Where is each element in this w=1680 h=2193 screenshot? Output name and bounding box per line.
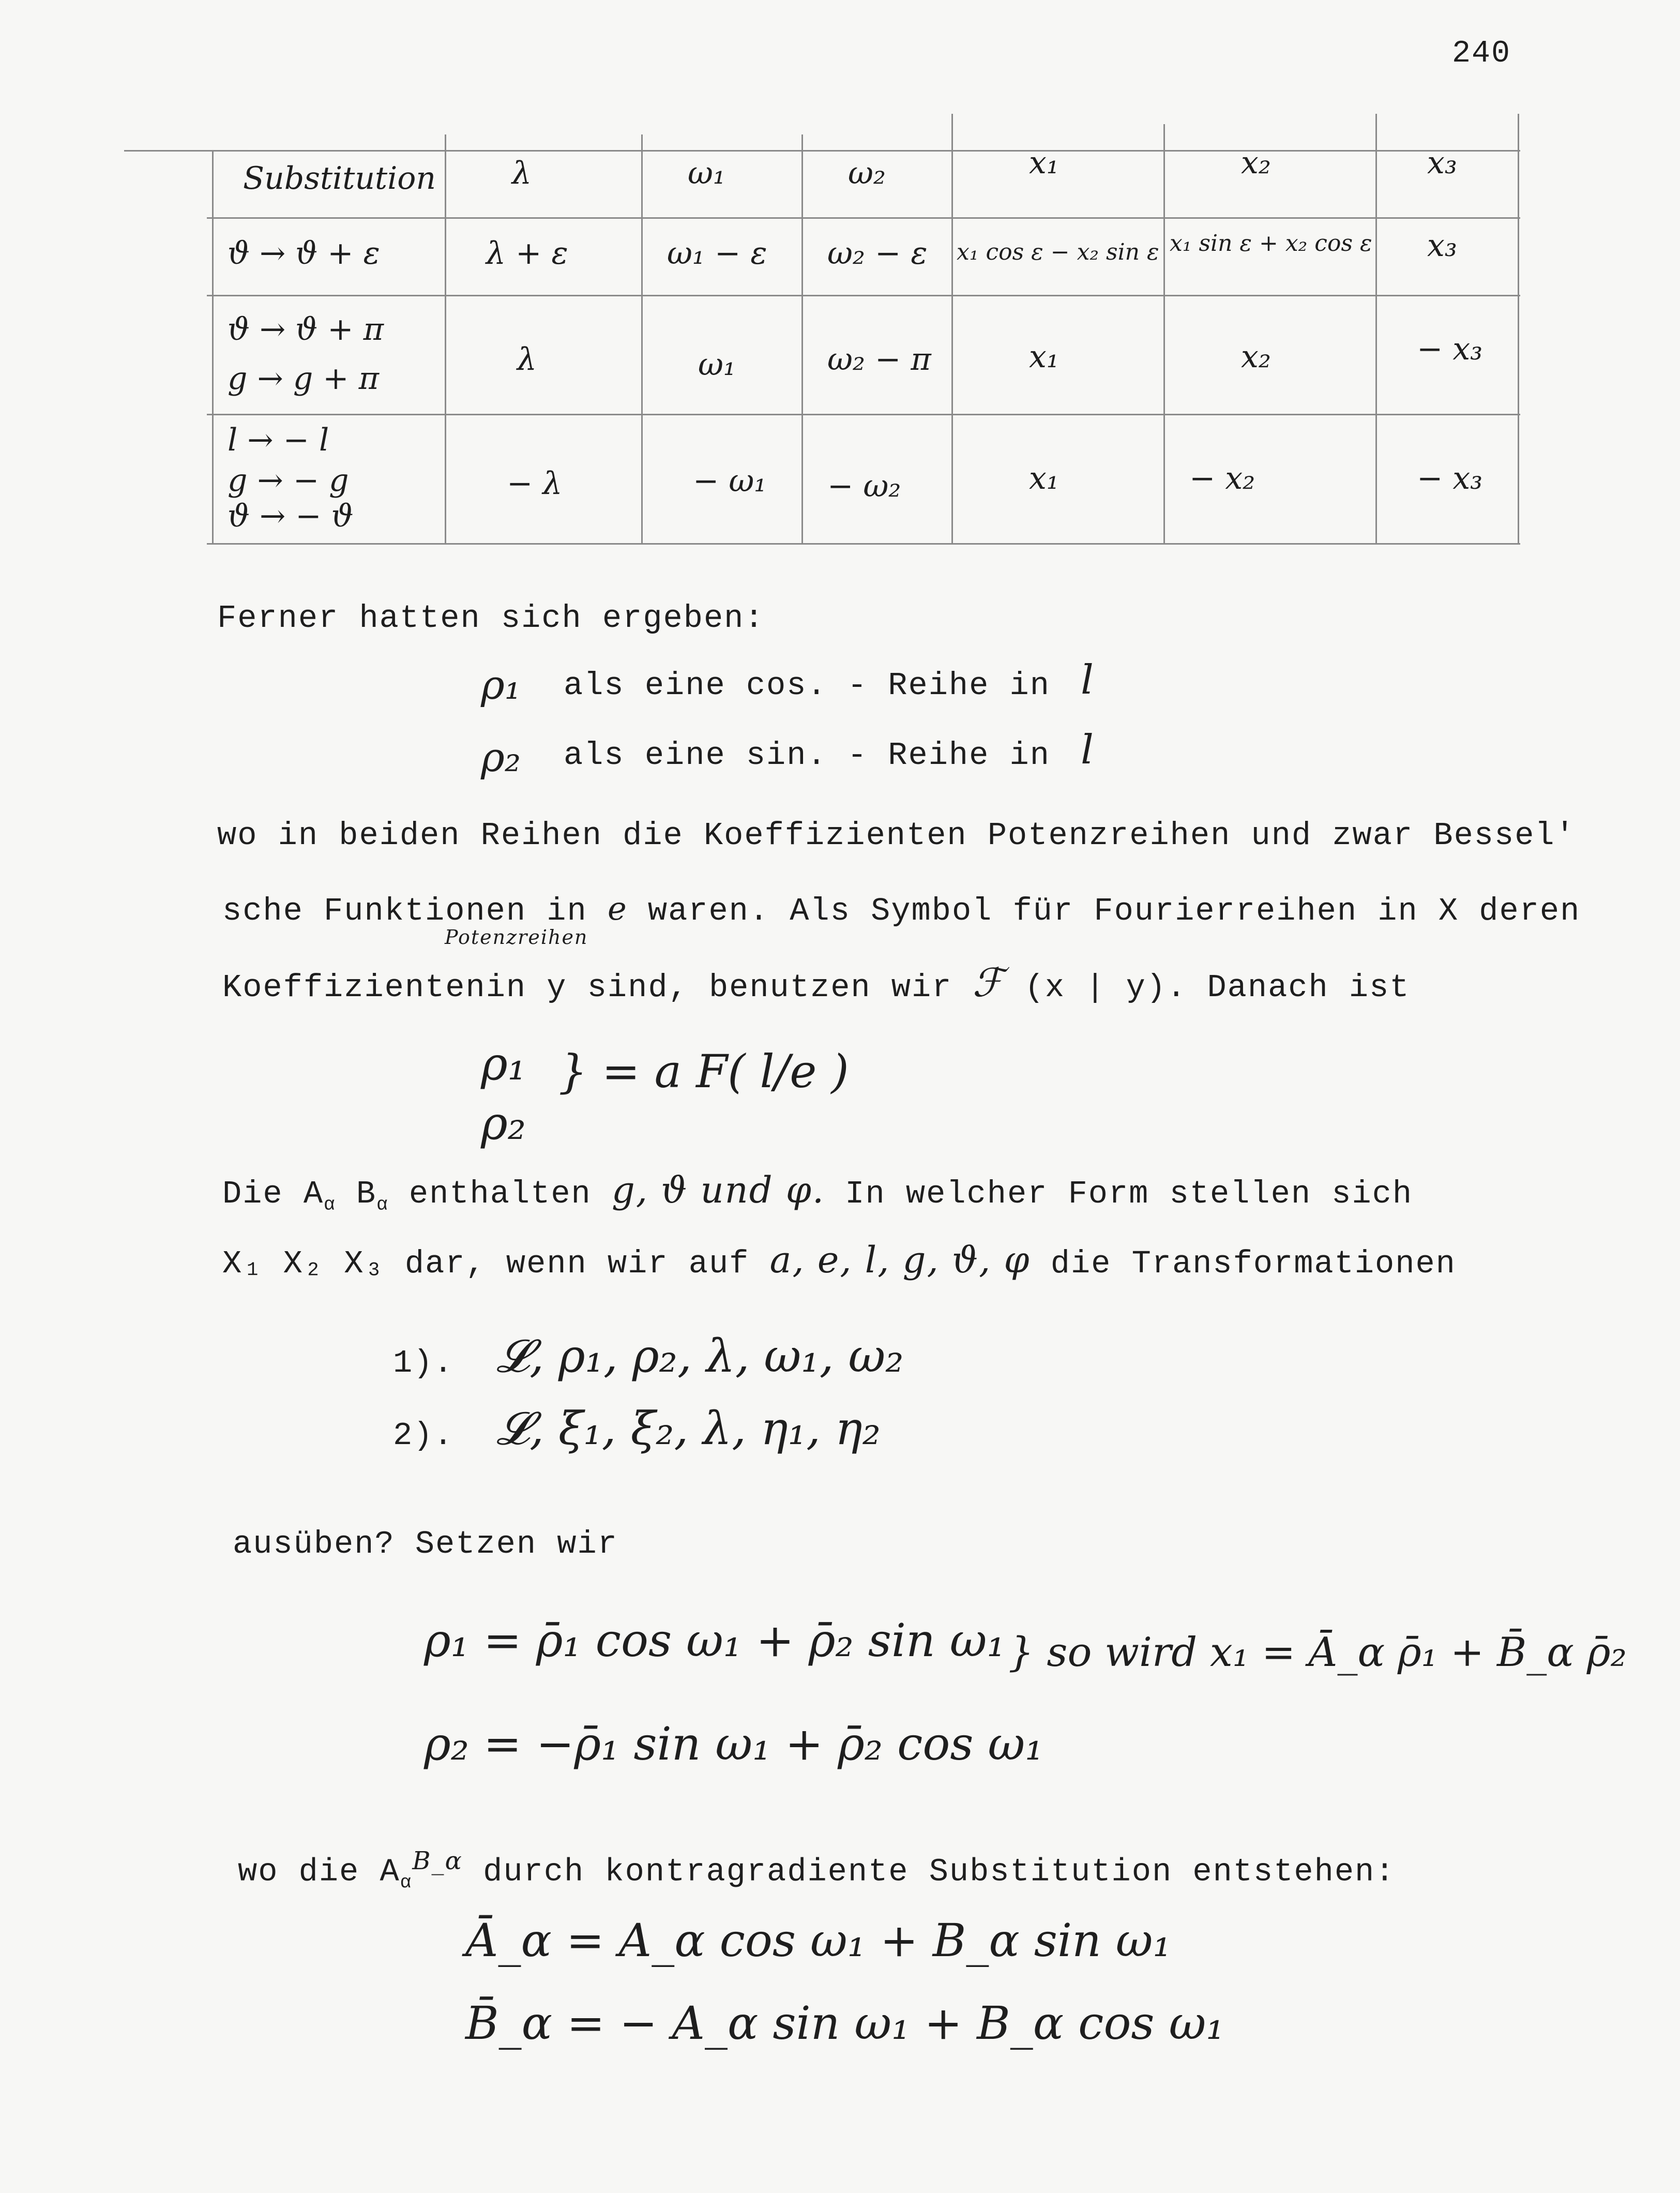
table-column-rule (1163, 124, 1165, 543)
text-rho1-series: als eine cos. - Reihe in (564, 667, 1050, 704)
table-header-cell: ω₂ (848, 155, 886, 191)
text-span: die Transformationen (1050, 1245, 1456, 1282)
table-cell: ω₁ − ε (667, 235, 767, 272)
substitution-line: ϑ → − ϑ (228, 498, 354, 534)
math-fourier-symbol: ℱ (972, 959, 1005, 1005)
text-line: ausüben? Setzen wir (233, 1526, 618, 1563)
table-cell: ω₁ (698, 347, 736, 383)
math-transformation-2: 𝓛, ξ₁, ξ₂, λ, η₁, η₂ (496, 1402, 881, 1455)
table-top-rule (124, 150, 1520, 152)
math-rho2: ρ₂ (481, 734, 521, 781)
handwritten-variables: g, ϑ und φ. (611, 1169, 825, 1211)
table-cell: ω₂ − ε (827, 235, 928, 272)
table-header-cell: λ (512, 155, 532, 191)
table-header-cell: x₃ (1427, 145, 1457, 181)
text-span: Die A (222, 1176, 324, 1212)
handwritten-variables: a, e, l, g, ϑ, φ (769, 1239, 1031, 1281)
math-contragradient-eq2: B̄_α = − A_α sin ω₁ + B_α cos ω₁ (465, 1996, 1224, 2050)
table-header-cell: ω₁ (688, 155, 725, 191)
table-cell: − λ (507, 465, 563, 502)
table-column-rule (641, 134, 643, 543)
table-row-substitution: ϑ → ϑ + ε (228, 235, 380, 272)
math-rho1: ρ₁ (481, 662, 521, 709)
math-l-variable: l (1081, 657, 1094, 703)
table-column-rule (1375, 114, 1377, 543)
text-span: waren. Als Symbol für Fourierreihen in X deren (647, 893, 1581, 929)
text-line (222, 1169, 1413, 1215)
table-header-cell: x₂ (1241, 145, 1271, 181)
table-cell: x₂ (1241, 339, 1271, 375)
table-cell: λ + ε (486, 235, 568, 272)
table-cell: x₃ (1427, 228, 1457, 264)
list-label: 1). (393, 1345, 454, 1381)
substitution-line: g → g + π (228, 361, 380, 397)
text-span: Koeffizienten (222, 969, 486, 1006)
math-rho1: ρ₁ (481, 1037, 526, 1090)
math-substitution-eq2: ρ₂ = −ρ̄₁ sin ω₁ + ρ̄₂ cos ω₁ (424, 1717, 1043, 1770)
text-line-ferner: Ferner hatten sich ergeben: (217, 600, 765, 637)
math-transformation-1: 𝓛, ρ₁, ρ₂, λ, ω₁, ω₂ (496, 1329, 904, 1383)
text-span: sche Funktionen in (222, 893, 587, 929)
text-span: (x | y). Danach ist (1024, 969, 1410, 1006)
text-rho2-series: als eine sin. - Reihe in (564, 737, 1050, 774)
handwritten-variables: B_α (412, 1846, 463, 1875)
text-line (222, 1239, 1456, 1282)
table-bottom-rule (207, 543, 1520, 545)
table-row-rule (207, 414, 1520, 415)
text-span: X₁ X₂ X₃ (222, 1245, 385, 1282)
table-column-rule (801, 134, 803, 543)
table-cell: − x₂ (1189, 460, 1255, 497)
table-header-cell: x₁ (1029, 145, 1059, 181)
text-line (222, 890, 1580, 929)
table-row-substitution (228, 305, 384, 403)
subscript: α (324, 1194, 336, 1215)
table-cell: − ω₂ (827, 468, 901, 504)
math-rho2: ρ₂ (481, 1096, 526, 1150)
text-span: wo die A (238, 1853, 400, 1890)
text-span: enthalten (408, 1176, 592, 1212)
table-row-substitution (228, 420, 354, 532)
math-contragradient-eq1: Ā_α = A_α cos ω₁ + B_α sin ω₁ (465, 1914, 1171, 1967)
math-equation-rho-fourier: } = a F( l/e ) (558, 1045, 849, 1098)
math-so-wird: } so wird x₁ = Ā_α ρ̄₁ + B̄_α ρ̄₂ (1008, 1629, 1627, 1676)
table-header-rule (207, 217, 1520, 219)
table-cell: − x₃ (1417, 460, 1483, 497)
text-line (222, 959, 1410, 1006)
subscript: α (400, 1872, 413, 1894)
text-span: B (356, 1176, 377, 1212)
table-row-rule (207, 295, 1520, 296)
substitution-line: l → − l (228, 422, 329, 458)
text-span: durch kontragradiente Substitution entstehen: (483, 1853, 1396, 1890)
table-cell: x₁ (1029, 460, 1059, 497)
list-label: 2). (393, 1417, 454, 1454)
math-substitution-eq1: ρ₁ = ρ̄₁ cos ω₁ + ρ̄₂ sin ω₁ (424, 1614, 1005, 1667)
text-line (238, 1846, 1395, 1893)
table-header-cell: Substitution (243, 160, 436, 197)
text-span: in y sind, benutzen wir (486, 969, 952, 1006)
table-cell: − x₃ (1417, 331, 1483, 367)
table-column-rule (1518, 114, 1519, 543)
table-column-rule (212, 150, 214, 543)
table-column-rule (445, 134, 446, 543)
table-cell: x₁ (1029, 339, 1059, 375)
handwritten-insertion: Potenzreihen (445, 926, 588, 949)
text-span: dar, wenn wir auf (404, 1245, 750, 1282)
table-cell: − ω₁ (693, 463, 767, 499)
substitution-line: ϑ → ϑ + π (228, 311, 384, 348)
table-column-rule (951, 114, 953, 543)
subscript: α (376, 1194, 389, 1215)
table-cell: x₁ sin ε + x₂ cos ε (1170, 230, 1372, 257)
text-line: wo in beiden Reihen die Koeffizienten Potenzreihen und zwar Bessel' (217, 817, 1576, 854)
table-cell: x₁ cos ε − x₂ sin ε (957, 239, 1159, 265)
math-e-variable: e (607, 890, 628, 927)
substitution-line: g → − g (228, 462, 349, 499)
math-l-variable: l (1081, 727, 1094, 773)
page-number: 240 (1452, 36, 1511, 71)
table-cell: ω₂ − π (827, 341, 931, 378)
table-cell: λ (517, 341, 537, 378)
text-span: In welcher Form stellen sich (845, 1176, 1413, 1212)
